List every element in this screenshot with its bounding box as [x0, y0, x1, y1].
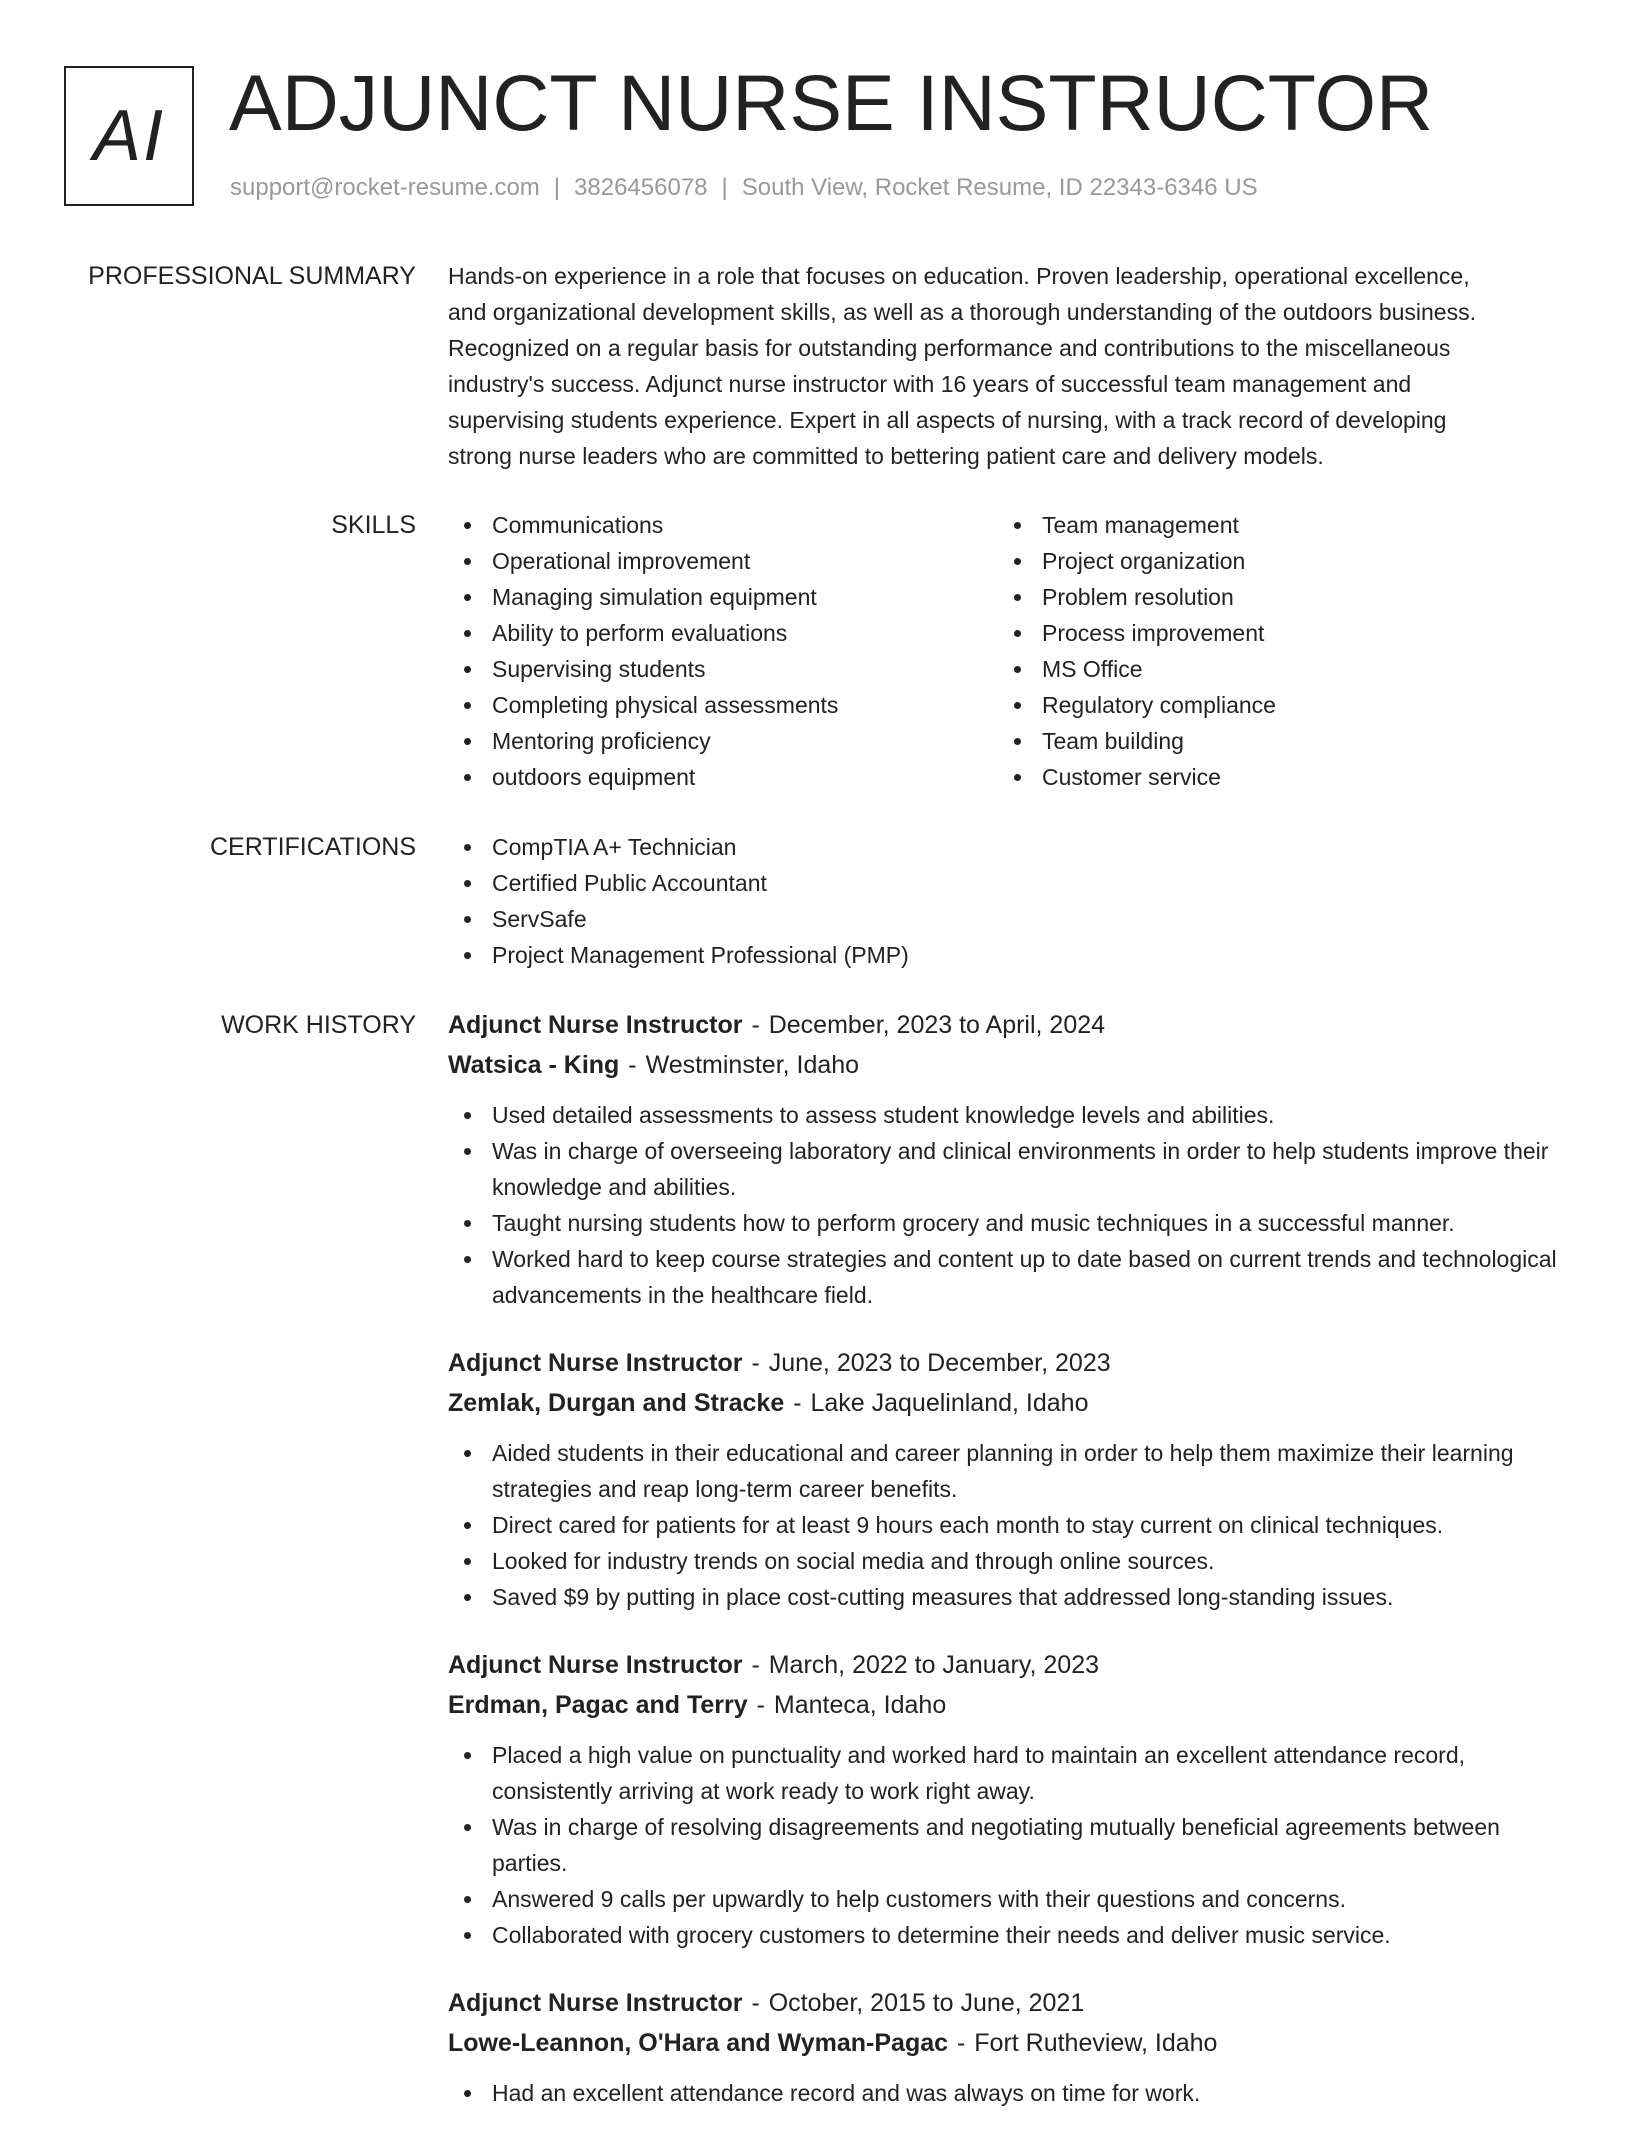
job-dates: October, 2015 to June, 2021 [768, 1989, 1085, 2017]
dash: - [793, 1389, 802, 1417]
job-bullet: Direct cared for patients for at least 9 hours each month to stay current on clinical techniques. [448, 1507, 1578, 1543]
job-bullets [448, 2075, 1578, 2111]
resume-title: ADJUNCT NURSE INSTRUCTOR [229, 58, 1434, 147]
job-company: Erdman, Pagac and Terry [448, 1691, 748, 1719]
dash: - [756, 1691, 765, 1719]
job-company-line [448, 2023, 1578, 2063]
job-company: Watsica - King [448, 1051, 620, 1079]
skill-item: Communications [448, 507, 998, 543]
skill-item: Managing simulation equipment [448, 579, 998, 615]
job-bullet: Taught nursing students how to perform grocery and music techniques in a successful manner. [448, 1205, 1578, 1241]
certification-item: ServSafe [448, 901, 1578, 937]
summary-body [448, 258, 1578, 474]
section-label: WORK HISTORY [221, 1011, 416, 1039]
job-bullet: Saved $9 by putting in place cost-cutting measures that addressed long-standing issues. [448, 1579, 1578, 1615]
job-bullet: Was in charge of overseeing laboratory and clinical environments in order to help students improve their knowledge and abilities. [448, 1133, 1578, 1205]
work-history-body [448, 1005, 1578, 2141]
job-bullet: Answered 9 calls per upwardly to help customers with their questions and concerns. [448, 1881, 1578, 1917]
job-bullet: Was in charge of resolving disagreements and negotiating mutually beneficial agreements between parties. [448, 1809, 1578, 1881]
skill-item: Team management [998, 507, 1548, 543]
contact-separator: | [721, 174, 728, 201]
contact-info [230, 174, 1258, 202]
skill-item: Team building [998, 723, 1548, 759]
skill-item: outdoors equipment [448, 759, 998, 795]
job-location: Lake Jaquelinland, Idaho [810, 1389, 1089, 1417]
job-entry [448, 1005, 1578, 1313]
job-company-line [448, 1685, 1578, 1725]
job-dates: December, 2023 to April, 2024 [768, 1011, 1106, 1039]
summary-line: industry's success. Adjunct nurse instructor with 16 years of successful team management and [448, 371, 1412, 397]
summary-line: strong nurse leaders who are committed to bettering patient care and delivery models. [448, 443, 1324, 469]
job-bullet: Had an excellent attendance record and was always on time for work. [448, 2075, 1578, 2111]
dash: - [751, 1349, 760, 1377]
job-dates: March, 2022 to January, 2023 [768, 1651, 1100, 1679]
job-location: Fort Rutheview, Idaho [974, 2029, 1218, 2057]
job-entry [448, 1343, 1578, 1615]
dash: - [628, 1051, 637, 1079]
skill-item: Problem resolution [998, 579, 1548, 615]
skills-list-left [448, 507, 998, 795]
job-role: Adjunct Nurse Instructor [448, 1989, 743, 2017]
job-bullets [448, 1097, 1578, 1313]
dash: - [751, 1011, 760, 1039]
job-role: Adjunct Nurse Instructor [448, 1011, 743, 1039]
skill-item: MS Office [998, 651, 1548, 687]
certifications-body [448, 829, 1578, 973]
skill-item: Completing physical assessments [448, 687, 998, 723]
section-label: CERTIFICATIONS [209, 833, 416, 861]
job-entry [448, 1645, 1578, 1953]
summary-line: supervising students experience. Expert in all aspects of nursing, with a track record of developing [448, 407, 1447, 433]
certification-item: Certified Public Accountant [448, 865, 1578, 901]
skills-body [448, 507, 1578, 795]
contact-separator: | [553, 174, 561, 201]
skill-item: Process improvement [998, 615, 1548, 651]
contact-email: support@rocket-resume.com [230, 174, 540, 201]
job-bullets [448, 1737, 1578, 1953]
job-bullet: Looked for industry trends on social media and through online sources. [448, 1543, 1578, 1579]
certifications-list [448, 829, 1578, 973]
summary-text [448, 258, 1578, 474]
job-company: Zemlak, Durgan and Stracke [448, 1389, 785, 1417]
certification-item: Project Management Professional (PMP) [448, 937, 1578, 973]
job-location: Manteca, Idaho [773, 1691, 947, 1719]
job-dates: June, 2023 to December, 2023 [768, 1349, 1111, 1377]
skill-item: Customer service [998, 759, 1548, 795]
job-role-line [448, 1645, 1578, 1685]
job-location: Westminster, Idaho [645, 1051, 860, 1079]
summary-line: and organizational development skills, as well as a thorough understanding of the outdoors business. [448, 299, 1476, 325]
job-company-line [448, 1383, 1578, 1423]
skill-item: Regulatory compliance [998, 687, 1548, 723]
summary-line: Recognized on a regular basis for outstanding performance and contributions to the miscellaneous [448, 335, 1451, 361]
skill-item: Operational improvement [448, 543, 998, 579]
monogram-logo: AI [64, 66, 194, 206]
job-role: Adjunct Nurse Instructor [448, 1349, 743, 1377]
job-bullet: Worked hard to keep course strategies and content up to date based on current trends and technological advancements in the healthcare field. [448, 1241, 1578, 1313]
skill-item: Supervising students [448, 651, 998, 687]
job-role-line [448, 1005, 1578, 1045]
skill-item: Ability to perform evaluations [448, 615, 998, 651]
section-label: SKILLS [331, 511, 416, 539]
job-bullet: Placed a high value on punctuality and worked hard to maintain an excellent attendance record, consistently arriving at work ready to work right away. [448, 1737, 1578, 1809]
job-role-line [448, 1983, 1578, 2023]
certification-item: CompTIA A+ Technician [448, 829, 1578, 865]
job-role-line [448, 1343, 1578, 1383]
summary-line: Hands-on experience in a role that focuses on education. Proven leadership, operational excellence, [448, 263, 1470, 289]
job-bullets [448, 1435, 1578, 1615]
job-bullet: Used detailed assessments to assess student knowledge levels and abilities. [448, 1097, 1578, 1133]
job-company: Lowe-Leannon, O'Hara and Wyman-Pagac [448, 2029, 949, 2057]
contact-phone: 3826456078 [574, 174, 708, 201]
contact-address: South View, Rocket Resume, ID 22343-6346 US [741, 174, 1258, 201]
job-bullet: Collaborated with grocery customers to determine their needs and deliver music service. [448, 1917, 1578, 1953]
dash: - [751, 1989, 760, 2017]
job-entry [448, 1983, 1578, 2111]
dash: - [956, 2029, 966, 2057]
skill-item: Mentoring proficiency [448, 723, 998, 759]
skills-list-right [998, 507, 1548, 795]
job-company-line [448, 1045, 1578, 1085]
job-bullet: Aided students in their educational and career planning in order to help them maximize their learning strategies and reap long-term career benefits. [448, 1435, 1578, 1507]
section-label: PROFESSIONAL SUMMARY [88, 262, 416, 290]
skill-item: Project organization [998, 543, 1548, 579]
dash: - [751, 1651, 760, 1679]
job-role: Adjunct Nurse Instructor [448, 1651, 743, 1679]
